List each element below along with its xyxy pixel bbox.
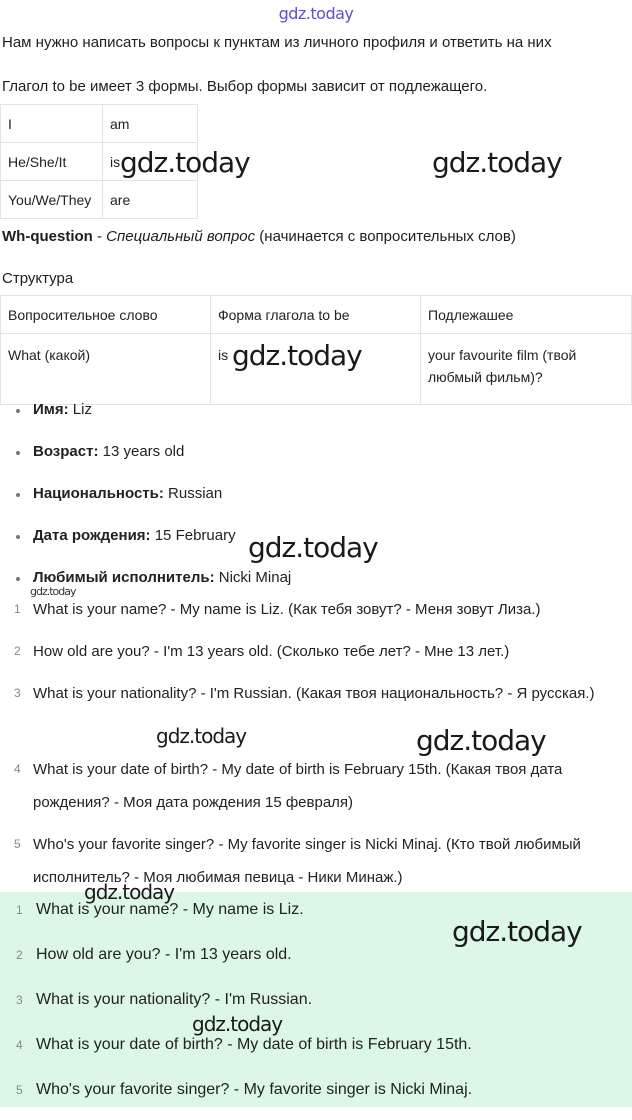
profile-label: Дата рождения: bbox=[33, 527, 151, 544]
answer-text: Who's your favorite singer? - My favorite singer is Nicki Minaj. (Кто твой любимый исполнитель? - Моя любимая певица - Ники Минаж.) bbox=[33, 836, 581, 886]
answer-text: Who's your favorite singer? - My favorite singer is Nicki Minaj. bbox=[36, 1081, 473, 1098]
watermark: gdz.today bbox=[30, 585, 76, 598]
bullet-icon bbox=[16, 493, 20, 497]
table-cell: am bbox=[103, 105, 198, 143]
wh-question-dash: - bbox=[92, 228, 107, 245]
item-number: 5 bbox=[14, 837, 21, 851]
table-cell: What (какой) bbox=[1, 334, 211, 405]
item-number: 1 bbox=[14, 602, 21, 616]
answer-text: What is your name? - My name is Liz. (Как тебя зовут? - Меня зовут Лиза.) bbox=[33, 601, 541, 618]
table-cell: your favourite film (твой любмый фильм)? bbox=[421, 334, 632, 405]
answer-text: What is your date of birth? - My date of birth is February 15th. (Какая твоя дата рождения? - Моя дата рождения 15 февраля) bbox=[33, 761, 563, 811]
list-item bbox=[0, 593, 632, 635]
table-cell: is bbox=[103, 143, 198, 181]
list-item bbox=[0, 753, 632, 828]
item-number: 2 bbox=[14, 644, 21, 658]
table-row bbox=[1, 105, 198, 143]
table-header-cell: Форма глагола to be bbox=[211, 296, 421, 334]
list-item bbox=[0, 400, 291, 442]
table-row bbox=[1, 181, 198, 219]
watermark: gdz.today bbox=[84, 880, 175, 904]
profile-label: Любимый исполнитель: bbox=[33, 569, 215, 586]
rule-text: Глагол to be имеет 3 формы. Выбор формы зависит от подлежащего. bbox=[2, 78, 488, 95]
list-item bbox=[0, 484, 291, 526]
task-text: Нам нужно написать вопросы к пунктам из личного профиля и ответить на них bbox=[2, 34, 552, 51]
profile-value: Nicki Minaj bbox=[214, 569, 292, 586]
item-number: 2 bbox=[16, 948, 23, 962]
list-item bbox=[0, 1075, 632, 1120]
table-header-row bbox=[1, 296, 632, 334]
watermark: gdz.today bbox=[432, 146, 562, 179]
table-cell: He/She/It bbox=[1, 143, 103, 181]
item-number: 1 bbox=[16, 903, 23, 917]
list-item bbox=[0, 985, 632, 1030]
answer-text: What is your name? - My name is Liz. bbox=[36, 901, 304, 918]
item-number: 4 bbox=[14, 762, 21, 776]
profile-value: 13 years old bbox=[98, 443, 185, 460]
answer-text: How old are you? - I'm 13 years old. (Сколько тебе лет? - Мне 13 лет.) bbox=[33, 643, 510, 660]
item-number: 3 bbox=[14, 686, 21, 700]
table-cell: are bbox=[103, 181, 198, 219]
watermark: gdz.today bbox=[156, 724, 247, 748]
item-number: 4 bbox=[16, 1038, 23, 1052]
watermark: gdz.today bbox=[120, 146, 250, 179]
profile-label: Возраст: bbox=[33, 443, 99, 460]
table-header-cell: Подлежашее bbox=[421, 296, 632, 334]
table-cell: You/We/They bbox=[1, 181, 103, 219]
answer-text: What is your nationality? - I'm Russian. (Какая твоя национальность? - Я русская.) bbox=[33, 685, 595, 702]
list-item bbox=[0, 635, 632, 677]
wh-question-term: Wh-question bbox=[2, 228, 93, 245]
table-cell: I bbox=[1, 105, 103, 143]
profile-value: Russian bbox=[163, 485, 223, 502]
bullet-icon bbox=[16, 451, 20, 455]
watermark: gdz.today bbox=[452, 915, 582, 948]
watermark: gdz.today bbox=[232, 339, 362, 372]
site-logo[interactable]: gdz.today bbox=[278, 4, 354, 23]
bullet-icon bbox=[16, 535, 20, 539]
profile-list bbox=[0, 400, 291, 610]
profile-value: Liz bbox=[68, 401, 92, 418]
profile-value: 15 February bbox=[150, 527, 236, 544]
answer-text: What is your date of birth? - My date of birth is February 15th. bbox=[36, 1036, 472, 1053]
answer-text: How old are you? - I'm 13 years old. bbox=[36, 946, 292, 963]
table-header-cell: Вопросительное слово bbox=[1, 296, 211, 334]
wh-question-italic: Специальный вопрос bbox=[106, 228, 256, 245]
bullet-icon bbox=[16, 409, 20, 413]
bullet-icon bbox=[16, 577, 20, 581]
wh-question-definition bbox=[2, 228, 516, 245]
item-number: 3 bbox=[16, 993, 23, 1007]
watermark: gdz.today bbox=[248, 531, 378, 564]
wh-question-rest: (начинается с вопросительных слов) bbox=[255, 228, 516, 245]
watermark: gdz.today bbox=[416, 724, 546, 757]
watermark: gdz.today bbox=[192, 1012, 283, 1036]
profile-label: Национальность: bbox=[33, 485, 164, 502]
list-item bbox=[0, 1030, 632, 1075]
item-number: 5 bbox=[16, 1083, 23, 1097]
structure-label: Структура bbox=[2, 270, 74, 287]
table-cell: is bbox=[211, 334, 421, 405]
answer-text: What is your nationality? - I'm Russian. bbox=[36, 991, 313, 1008]
list-item bbox=[0, 442, 291, 484]
profile-label: Имя: bbox=[33, 401, 69, 418]
